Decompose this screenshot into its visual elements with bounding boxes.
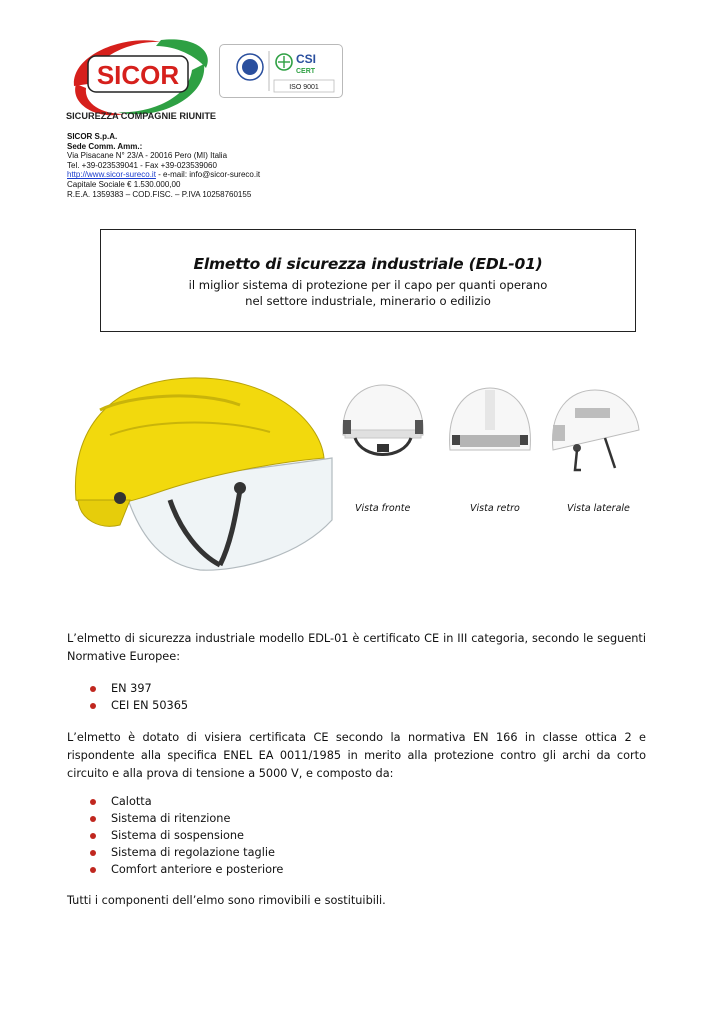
bullet-icon [90,867,96,873]
subtitle-line-2: nel settore industriale, minerario o edilizio [245,294,491,308]
list-item: Sistema di sospensione [90,827,283,844]
page-subtitle [101,277,635,309]
list-item: EN 397 [90,680,188,697]
caption-front: Vista fronte [355,503,411,514]
website-link[interactable]: http://www.sicor-sureco.it [67,170,156,180]
helmet-main-image [70,350,340,575]
company-sede: Sede Comm. Amm.: [67,141,143,151]
bullet-icon [90,816,96,822]
bullet-icon [90,799,96,805]
company-info [67,132,260,199]
bullet-icon [90,686,96,692]
components-list [90,793,283,878]
company-address: Via Pisacane N° 23/A - 20016 Pero (MI) Italia [67,151,228,161]
paragraph-visor: L’elmetto è dotato di visiera certificata CE secondo la normativa EN 166 in classe ottica 2 e rispondente alla specifica ENEL EA 0011/1985 in merito alla protezione contro gli archi da corto circuito e alla prova di tensione a 5000 V, e composto da: [67,731,646,780]
list-item: Calotta [90,793,283,810]
company-web-line [67,170,260,180]
caption-rear: Vista retro [470,503,520,514]
list-item: Sistema di regolazione taglie [90,844,283,861]
caption-side: Vista laterale [567,503,630,514]
logo-subtitle: SICUREZZA COMPAGNIE RIUNITE [66,111,216,121]
company-phone: Tel. +39-023539041 - Fax +39-023539060 [67,160,217,170]
company-capital: Capitale Sociale € 1.530.000,00 [67,179,181,189]
cert-iso: ISO 9001 [289,84,319,91]
norms-list [90,680,188,714]
sicor-logo [66,34,216,124]
list-item: Comfort anteriore e posteriore [90,861,283,878]
company-name: SICOR S.p.A. [67,132,118,141]
certification-badge [219,44,343,98]
paragraph-certification: L’elmetto di sicurezza industriale modello EDL-01 è certificato CE in III categoria, secondo le seguenti Normative Europee: [67,632,646,663]
company-email: - e-mail: info@sicor-sureco.it [155,170,261,180]
bullet-icon [90,703,96,709]
company-rea: R.E.A. 1359383 – COD.FISC. – P.IVA 10258760155 [67,189,252,199]
helmet-front-image [333,380,433,480]
helmet-rear-image [440,380,540,480]
bullet-icon [90,850,96,856]
paragraph-components: Tutti i componenti dell’elmo sono rimovibili e sostituibili. [67,894,386,907]
page-title: Elmetto di sicurezza industriale (EDL-01) [193,255,543,273]
list-item: Sistema di ritenzione [90,810,283,827]
list-item: CEI EN 50365 [90,697,188,714]
cert-label: CSI [296,52,317,66]
cert-sub: CERT [296,68,316,75]
subtitle-line-1: il miglior sistema di protezione per il capo per quanti operano [188,278,548,292]
logo-text: SICOR [96,60,180,90]
bullet-icon [90,833,96,839]
title-box [100,229,636,332]
helmet-side-image [545,380,645,480]
